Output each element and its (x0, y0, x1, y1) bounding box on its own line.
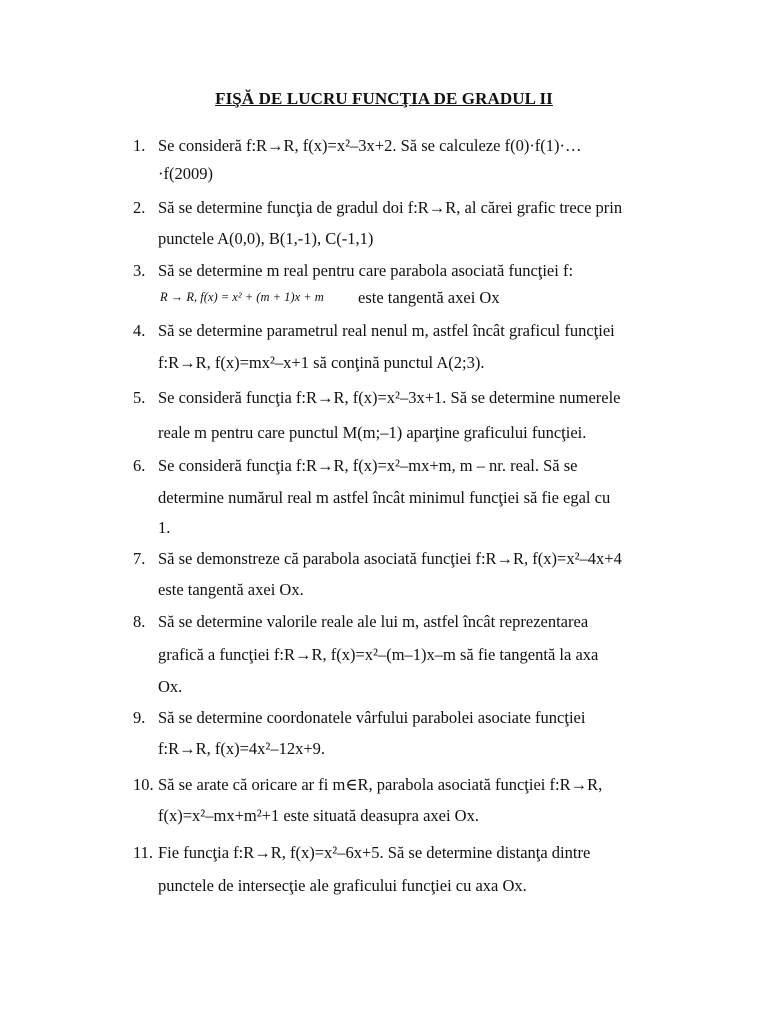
problem-text: Să se demonstreze că parabola asociată funcţiei f:R→R, f(x)=x²–4x+4 (158, 549, 622, 568)
problem-number: 5. (133, 388, 146, 407)
problem-text: Ox. (158, 677, 183, 696)
problem-text: f(x)=x²–mx+m²+1 este situată deasupra axei Ox. (158, 806, 479, 825)
problem-text: Să se determine funcţia de gradul doi f:R→R, al cărei grafic trece prin (158, 198, 623, 217)
problem-text: Să se determine m real pentru care parabola asociată funcţiei f: (158, 261, 574, 280)
problem-text: este tangentă axei Ox. (158, 580, 304, 599)
problem-number: 4. (133, 321, 146, 340)
problem-number: 7. (133, 549, 146, 568)
problem-text: Să se determine parametrul real nenul m, astfel încât graficul funcţiei (158, 321, 615, 340)
function-formula: R → R, f(x) = x² + (m + 1)x + m (160, 290, 324, 304)
problem-number: 1. (133, 136, 146, 155)
problem-number: 6. (133, 456, 146, 475)
problem-text: Fie funcţia f:R→R, f(x)=x²–6x+5. Să se determine distanţa dintre (158, 843, 591, 862)
problem-number: 8. (133, 612, 146, 631)
problem-text: punctele de intersecţie ale graficului funcţiei cu axa Ox. (158, 876, 527, 895)
problem-number: 11. (133, 843, 154, 862)
problem-text: Să se determine coordonatele vârfului parabolei asociate funcţiei (158, 708, 586, 727)
problem-text: Se consideră funcţia f:R→R, f(x)=x²–3x+1. Să se determine numerele (158, 388, 621, 407)
problem-number: 9. (133, 708, 146, 727)
page-title: FIŞĂ DE LUCRU FUNCŢIA DE GRADUL II (215, 89, 553, 108)
problem-number: 3. (133, 261, 146, 280)
problem-text: punctele A(0,0), B(1,-1), C(-1,1) (158, 229, 374, 248)
problem-text: f:R→R, f(x)=mx²–x+1 să conţină punctul A(2;3). (158, 353, 485, 372)
problem-text: f:R→R, f(x)=4x²–12x+9. (158, 739, 326, 758)
problem-text: grafică a funcţiei f:R→R, f(x)=x²–(m–1)x–m să fie tangentă la axa (158, 645, 599, 664)
problem-text: reale m pentru care punctul M(m;–1) aparţine graficului funcţiei. (158, 423, 587, 442)
problem-text: ·f(2009) (158, 164, 213, 183)
problem-number: 10. (133, 775, 154, 794)
problem-text: 1. (158, 518, 171, 537)
problem-text: Se consideră funcţia f:R→R, f(x)=x²–mx+m, m – nr. real. Să se (158, 456, 578, 475)
problem-text: Să se determine valorile reale ale lui m, astfel încât reprezentarea (158, 612, 589, 631)
problem-text: Să se arate că oricare ar fi m∈R, parabola asociată funcţiei f:R→R, (158, 775, 603, 794)
problem-number: 2. (133, 198, 146, 217)
problem-text: determine numărul real m astfel încât minimul funcţiei să fie egal cu (158, 488, 611, 507)
problem-text: este tangentă axei Ox (358, 288, 500, 307)
problem-text: Se consideră f:R→R, f(x)=x²–3x+2. Să se calculeze f(0)·f(1)·… (158, 136, 582, 155)
